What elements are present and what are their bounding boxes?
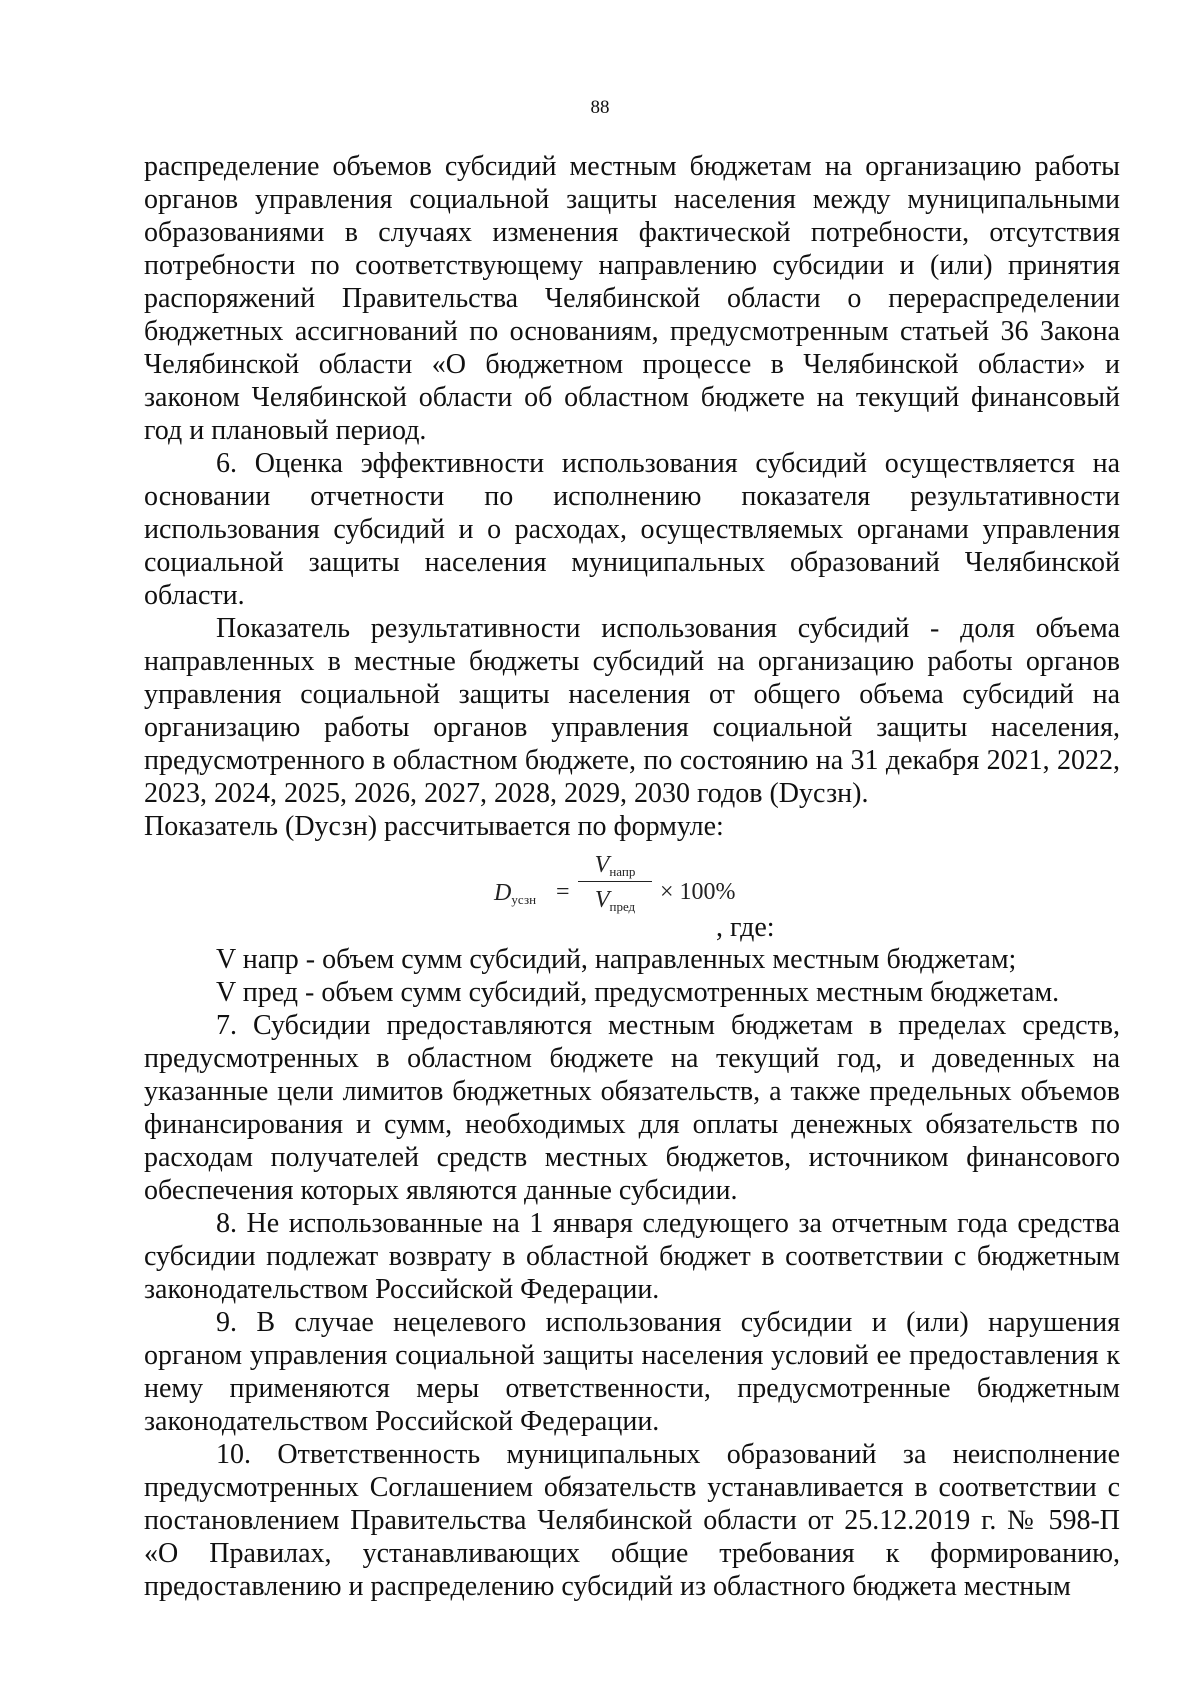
paragraph-6: 6. Оценка эффективности использования субсидий осуществляется на основании отчетности по исполнению показателя результативности использования субсидий и о расходах, осуществляемых органами управления социальной защиты населения муниципальных образований Челябинской области. bbox=[144, 448, 1120, 611]
formula-block bbox=[144, 843, 1120, 943]
formula-num-subscript: напр bbox=[609, 864, 636, 879]
formula-numerator bbox=[578, 851, 652, 879]
formula-multiplier: × 100% bbox=[660, 879, 736, 905]
formula-lhs-subscript: усзн bbox=[511, 892, 537, 907]
paragraph-continuation: распределение объемов субсидий местным бюджетам на организацию работы органов управления социальной защиты населения между муниципальными образованиями в случаях изменения фактической потребности, отсутствия потребности по соответствующему направлению субсидии и (или) принятия распоряжений Правительства Челябинской области о перераспределении бюджетных ассигнований по основаниям, предусмотренным статьей 36 Закона Челябинской области «О бюджетном процессе в Челябинской области» и законом Челябинской области об областном бюджете на текущий финансовый год и плановый период. bbox=[144, 151, 1120, 446]
paragraph-v-pred: V пред - объем сумм субсидий, предусмотренных местным бюджетам. bbox=[216, 977, 1060, 1008]
formula-equals: = bbox=[556, 879, 570, 905]
paragraph-v-napr: V напр - объем сумм субсидий, направленных местным бюджетам; bbox=[216, 944, 1017, 975]
paragraph-indicator: Показатель результативности использования субсидий - доля объема направленных в местные бюджеты субсидий на организацию работы органов управления социальной защиты населения от общего объема субсидий на организацию работы органов управления социальной защиты населения, предусмотренного в областном бюджете, по состоянию на 31 декабря 2021, 2022, 2023, 2024, 2025, 2026, 2027, 2028, 2029, 2030 годов (Dусзн). bbox=[144, 613, 1120, 809]
paragraph-7: 7. Субсидии предоставляются местным бюджетам в пределах средств, предусмотренных в областном бюджете на текущий год, и доведенных на указанные цели лимитов бюджетных обязательств, а также предельных объемов финансирования и сумм, необходимых для оплаты денежных обязательств по расходам получателей средств местных бюджетов, источником финансового обеспечения которых являются данные субсидии. bbox=[144, 1010, 1120, 1206]
formula-lhs bbox=[494, 881, 536, 912]
formula-fraction-bar bbox=[578, 881, 652, 882]
formula-fraction bbox=[578, 851, 652, 914]
formula-num-symbol: V bbox=[594, 852, 610, 878]
document-body bbox=[144, 150, 1120, 1603]
page-number: 88 bbox=[590, 97, 610, 118]
paragraph-formula-intro: Показатель (Dусзн) рассчитывается по формуле: bbox=[144, 811, 724, 842]
formula-suffix: , где: bbox=[716, 912, 775, 943]
formula-denominator bbox=[578, 886, 652, 914]
formula-den-subscript: пред bbox=[609, 899, 636, 914]
paragraph-9: 9. В случае нецелевого использования субсидии и (или) нарушения органом управления социальной защиты населения условий ее предоставления к нему применяются меры ответственности, предусмотренные бюджетным законодательством Российской Федерации. bbox=[144, 1307, 1120, 1437]
paragraph-10: 10. Ответственность муниципальных образований за неисполнение предусмотренных Соглашением обязательств устанавливается в соответствии с постановлением Правительства Челябинской области от 25.12.2019 г. № 598-П «О Правилах, устанавливающих общие требования к формированию, предоставлению и распределению субсидий из областного бюджета местным bbox=[144, 1439, 1120, 1602]
formula-lhs-symbol: D bbox=[494, 880, 512, 906]
paragraph-8: 8. Не использованные на 1 января следующего за отчетным года средства субсидии подлежат возврату в областной бюджет в соответствии с бюджетным законодательством Российской Федерации. bbox=[144, 1208, 1120, 1305]
formula-den-symbol: V bbox=[594, 887, 610, 913]
